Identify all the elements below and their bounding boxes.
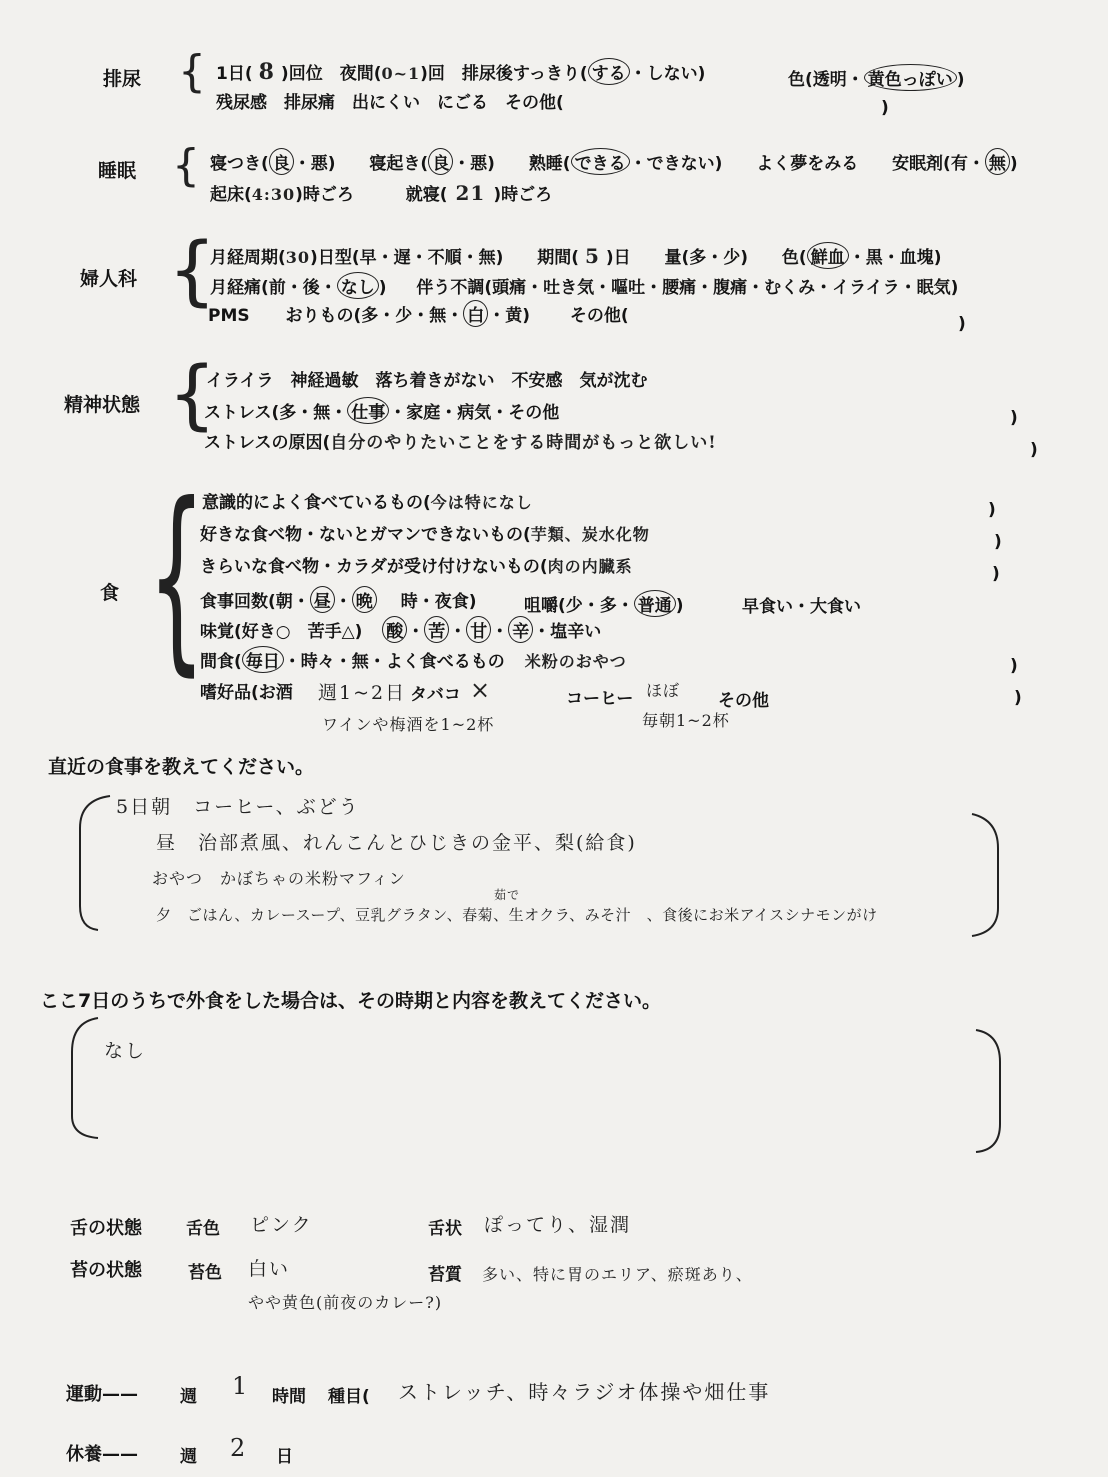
food-other: その他 (718, 691, 769, 711)
food-tobacco-hw: × (470, 676, 493, 704)
tongue-shape-label: 舌状 (428, 1219, 462, 1239)
recent-line3: おやつ かぼちゃの米粉マフィン (152, 869, 406, 888)
gyn-brace: { (168, 225, 217, 314)
coat-color-value: 白い (248, 1258, 291, 1280)
urination-line2: 残尿感 排尿痛 出にくい にごる その他( (216, 93, 564, 113)
exercise-count: 1 (232, 1372, 250, 1400)
exercise-label: 運動—— (66, 1384, 138, 1405)
mental-close-1: ) (1010, 408, 1018, 428)
food-close-1: ) (988, 500, 996, 520)
sleep-line2: 起床(4:30)時ごろ 就寝( 21 )時ごろ (210, 181, 553, 205)
food-dislike: きらいな食べ物・カラダが受け付けないもの(肉の内臓系 (200, 557, 633, 577)
sleep-pill-circled: 無 (985, 148, 1010, 175)
coat-color-value2: やや黄色(前夜のカレー?) (248, 1293, 443, 1312)
exercise-type: 種目( (328, 1387, 370, 1407)
food-lunch-circled: 昼 (310, 586, 335, 613)
mental-stress-circled: 仕事 (347, 397, 389, 424)
tongue-color-value: ピンク (250, 1214, 313, 1236)
food-brace: { (148, 461, 206, 694)
urination-label: 排尿 (103, 68, 142, 90)
food-label: 食 (100, 582, 120, 604)
food-close-4: ) (1010, 656, 1018, 676)
rest-count: 2 (230, 1434, 248, 1462)
food-close-2: ) (994, 532, 1002, 552)
sleep-deep-circled: できる (571, 148, 630, 175)
mental-brace: { (168, 349, 217, 438)
food-alcohol-hw2: ワインや梅酒を1~2杯 (322, 715, 495, 734)
urination-color-circled: 黄色っぽい (864, 64, 957, 91)
tongue-shape-value: ぽってり、湿潤 (484, 1214, 632, 1236)
food-tobacco: タバコ (410, 685, 461, 705)
food-close-3: ) (992, 564, 1000, 584)
mental-close-2: ) (1030, 440, 1038, 460)
food-taste-sour: 酸 (382, 616, 407, 643)
recent-line4: 夕 ごはん、カレースープ、豆乳グラタン、春菊、生オクラ、みそ汁 、食後にお米アイスシナモンがけ (156, 906, 878, 924)
urination-close: ) (881, 98, 889, 118)
sleep-line1: 寝つき( 良 ・悪) 寝起き( 良 ・悪) 熟睡( できる ・できない) よく夢をみる 安眠剤(有・ 無 ) (210, 148, 1018, 175)
urination-color: 色(透明・ 黄色っぽい ) (788, 64, 965, 91)
urination-brace: { (178, 46, 206, 97)
food-snack-circled: 毎日 (242, 646, 284, 673)
food-coffee-hw: ほぼ (646, 681, 681, 700)
rest-unit: 日 (276, 1447, 293, 1467)
rest-label: 休養—— (66, 1444, 138, 1465)
food-chew-circled: 普通 (634, 590, 676, 617)
coat-state-label: 苔の状態 (70, 1260, 142, 1281)
coat-quality-label: 苔質 (428, 1265, 462, 1285)
gyn-line2: 月経痛(前・後・ なし ) 伴う不調(頭痛・吐き気・嘔吐・腰痛・腹痛・むくみ・イライラ・眠気) (210, 272, 958, 299)
gyn-color-circled: 鮮血 (807, 242, 849, 269)
food-coffee: コーヒー (566, 689, 634, 709)
sleep-label: 睡眠 (98, 160, 137, 182)
gyn-discharge-circled: 白 (463, 300, 488, 327)
urination-line1: 1日( 8 )回位 夜間(0~1)回 排尿後すっきり( する ・しない) (216, 59, 706, 85)
food-conscious: 意識的によく食べているもの(今は特になし (202, 493, 533, 513)
urination-yes-circled: する (588, 58, 630, 85)
sleep-onset-circled: 良 (269, 148, 294, 175)
coat-quality-value: 多い、特に胃のエリア、瘀斑あり、 (482, 1265, 753, 1284)
recent-line1: 5日朝 コーヒー、ぶどう (116, 796, 360, 818)
food-fast: 早食い・大食い (742, 597, 861, 617)
mental-line2: ストレス(多・無・ 仕事 ・家庭・病気・その他 (204, 397, 559, 424)
food-coffee-hw2: 毎朝1~2杯 (642, 711, 730, 730)
eatout-title: ここ7日のうちで外食をした場合は、その時期と内容を教えてください。 (40, 990, 662, 1012)
tongue-state-label: 舌の状態 (70, 1218, 142, 1239)
recent-line4-note: 茹で (494, 888, 521, 902)
tongue-color-label: 舌色 (186, 1219, 220, 1239)
exercise-time: 時間 (272, 1387, 306, 1407)
exercise-type-hw: ストレッチ、時々ラジオ体操や畑仕事 (398, 1380, 771, 1404)
food-dinner-circled: 晩 (352, 586, 377, 613)
gyn-line3: PMS おりもの(多・少・無・ 白 ・黄) その他( (208, 300, 629, 327)
food-fav: 好きな食べ物・ないとガマンできないもの(芋類、炭水化物 (200, 525, 650, 545)
food-taste-sweet: 甘 (466, 616, 491, 643)
recent-line2: 昼 治部煮風、れんこんとひじきの金平、梨(給食) (156, 832, 637, 854)
gyn-line1: 月経周期(30)日型(早・遅・不順・無) 期間( 5 )日 量(多・少) 色( 鮮血 ・黒・血塊) (210, 244, 942, 268)
food-pref: 嗜好品(お酒 (200, 683, 293, 703)
coat-color-label: 苔色 (188, 1263, 222, 1283)
food-alcohol-hw: 週1~2日 (318, 682, 407, 704)
food-taste: 味覚(好き○ 苦手△) 酸 ・ 苦 ・ 甘 ・ 辛 ・塩辛い (200, 616, 601, 643)
food-taste-spicy: 辛 (508, 616, 533, 643)
mental-line1: イライラ 神経過敏 落ち着きがない 不安感 気が沈む (206, 371, 648, 391)
exercise-week: 週 (180, 1387, 197, 1407)
mental-label: 精神状態 (64, 394, 141, 416)
food-chew: 咀嚼(少・多・ 普通 ) (524, 590, 684, 617)
food-taste-bitter: 苦 (424, 616, 449, 643)
eatout-brackets (64, 1012, 1014, 1162)
mental-line3: ストレスの原因(自分のやりたいことをする時間がもっと欲しい! (204, 433, 717, 453)
gyn-close: ) (958, 314, 966, 334)
food-snack: 間食( 毎日 ・時々・無・よく食べるもの 米粉のおやつ (200, 646, 627, 673)
sleep-brace: { (172, 140, 200, 191)
food-close-5: ) (1014, 688, 1022, 708)
sleep-wake-circled: 良 (428, 148, 453, 175)
rest-week: 週 (180, 1447, 197, 1467)
gyn-label: 婦人科 (80, 268, 138, 290)
eatout-content: なし (104, 1040, 147, 1062)
recent-title: 直近の食事を教えてください。 (48, 756, 315, 778)
gyn-pain-circled: なし (337, 272, 379, 299)
food-meals: 食事回数(朝・ 昼 ・ 晩 時・夜食) (200, 586, 476, 613)
